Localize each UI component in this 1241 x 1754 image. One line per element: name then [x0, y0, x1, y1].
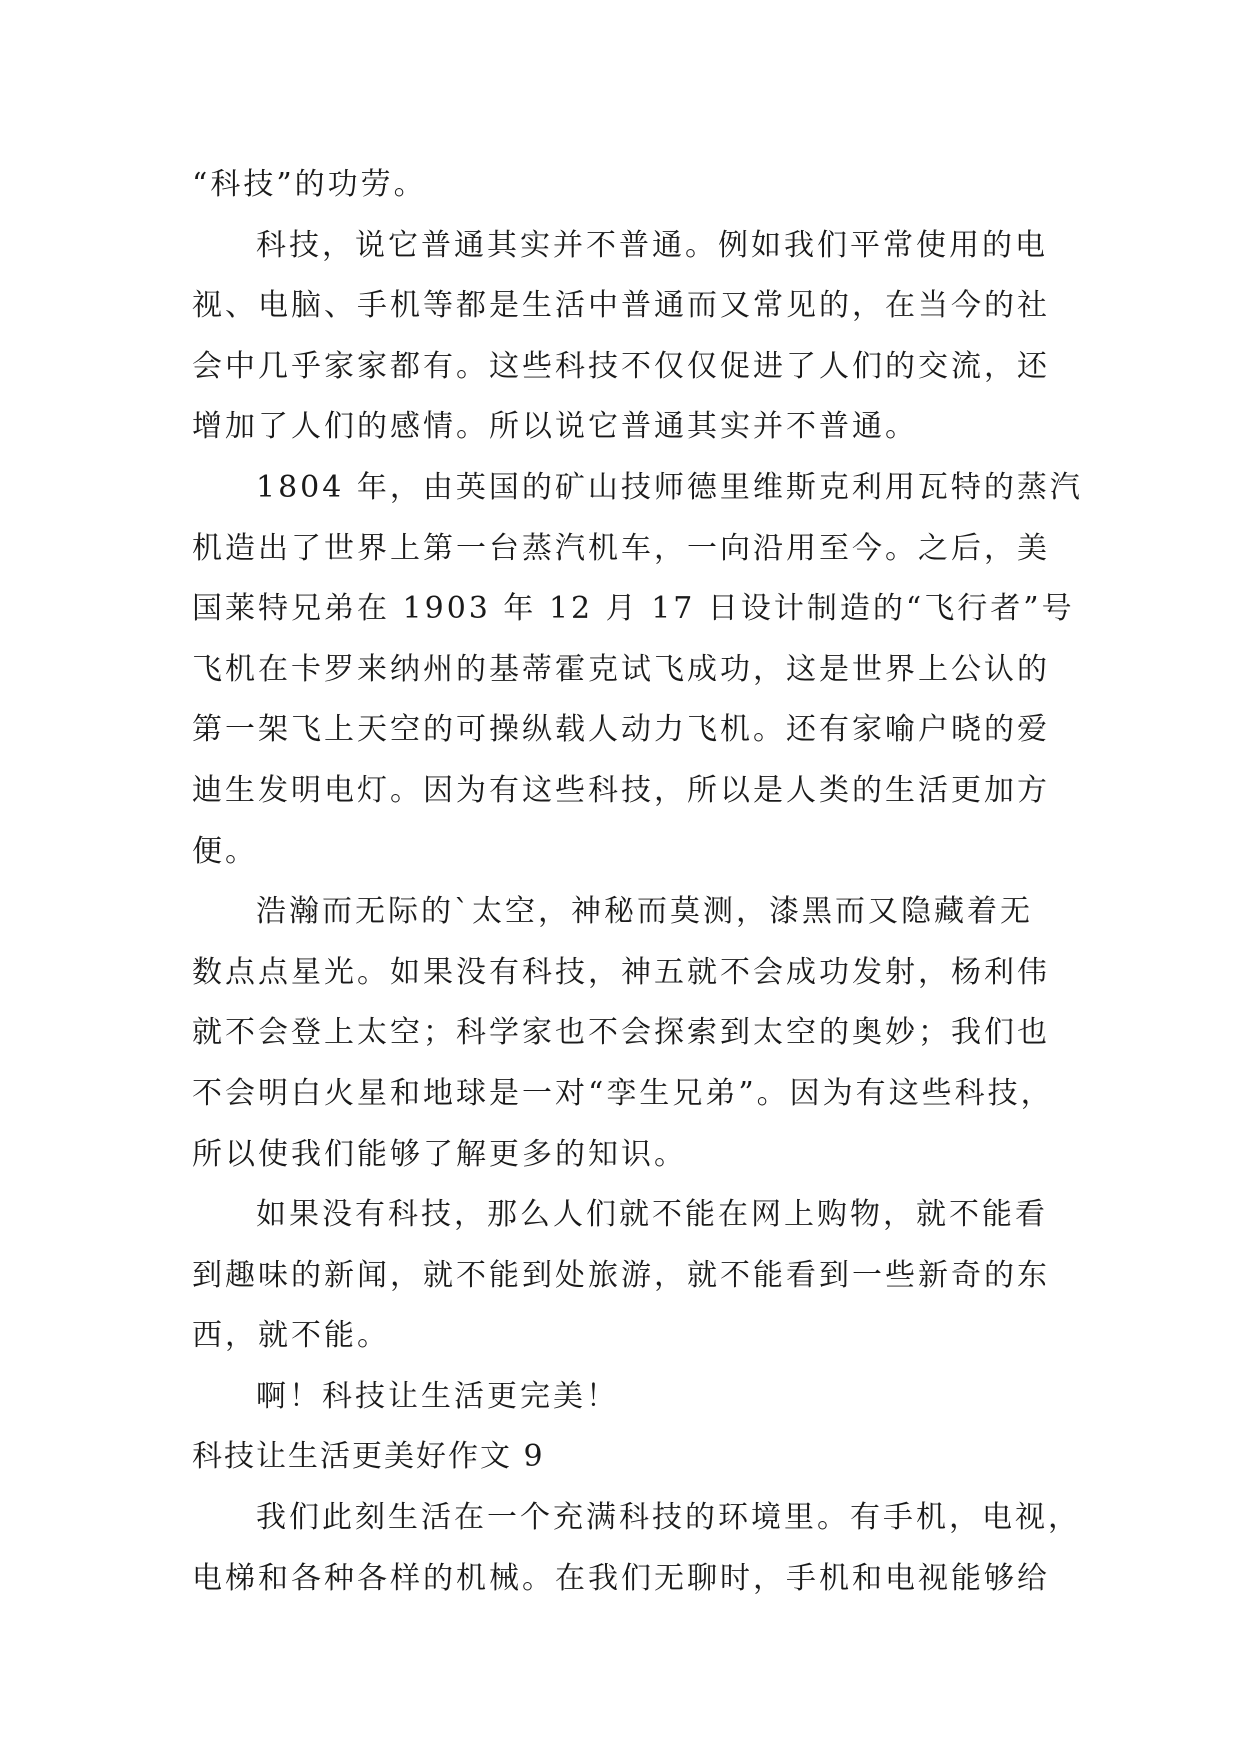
text-line: 就不会登上太空；科学家也不会探索到太空的奥妙；我们也	[192, 1015, 1050, 1051]
text-line: 飞机在卡罗来纳州的基蒂霍克试飞成功，这是世界上公认的	[192, 651, 1050, 687]
paragraph-start-line: 科技，说它普通其实并不普通。例如我们平常使用的电	[256, 227, 1048, 263]
text-line: 数点点星光。如果没有科技，神五就不会成功发射，杨利伟	[192, 954, 1050, 990]
paragraph-start-line: 我们此刻生活在一个充满科技的环境里。有手机，电视，	[256, 1500, 1081, 1536]
text-line: 迪生发明电灯。因为有这些科技，所以是人类的生活更加方	[192, 772, 1050, 808]
paragraph-start-line: 如果没有科技，那么人们就不能在网上购物，就不能看	[256, 1197, 1048, 1233]
text-line: 西，就不能。	[192, 1318, 390, 1354]
text-line: 便。	[192, 833, 258, 869]
text-line: 到趣味的新闻，就不能到处旅游，就不能看到一些新奇的东	[192, 1257, 1050, 1293]
text-line: 所以使我们能够了解更多的知识。	[192, 1136, 687, 1172]
paragraph-start-line: 啊！科技让生活更完美！	[256, 1378, 619, 1414]
text-line: “科技”的功劳。	[192, 167, 427, 202]
text-line: 增加了人们的感情。所以说它普通其实并不普通。	[192, 409, 918, 445]
text-line: 视、电脑、手机等都是生活中普通而又常见的，在当今的社	[192, 288, 1050, 324]
text-line: 电梯和各种各样的机械。在我们无聊时，手机和电视能够给	[192, 1560, 1050, 1596]
text-line: 第一架飞上天空的可操纵载人动力飞机。还有家喻户晓的爱	[192, 712, 1050, 748]
text-line: 国莱特兄弟在 1903 年 12 月 17 日设计制造的“飞行者”号	[192, 591, 1075, 627]
text-line: 机造出了世界上第一台蒸汽机车，一向沿用至今。之后，美	[192, 530, 1050, 566]
text-line: 不会明白火星和地球是一对“孪生兄弟”。因为有这些科技，	[192, 1075, 1054, 1111]
text-line: 会中几乎家家都有。这些科技不仅仅促进了人们的交流，还	[192, 348, 1050, 384]
paragraph-start-line: 1804 年，由英国的矿山技师德里维斯克利用瓦特的蒸汽	[256, 469, 1083, 505]
body-text	[192, 155, 1083, 1609]
paragraph-start-line: 浩瀚而无际的`太空，神秘而莫测，漆黑而又隐藏着无	[256, 894, 1033, 930]
essay-heading: 科技让生活更美好作文 9	[192, 1439, 545, 1475]
